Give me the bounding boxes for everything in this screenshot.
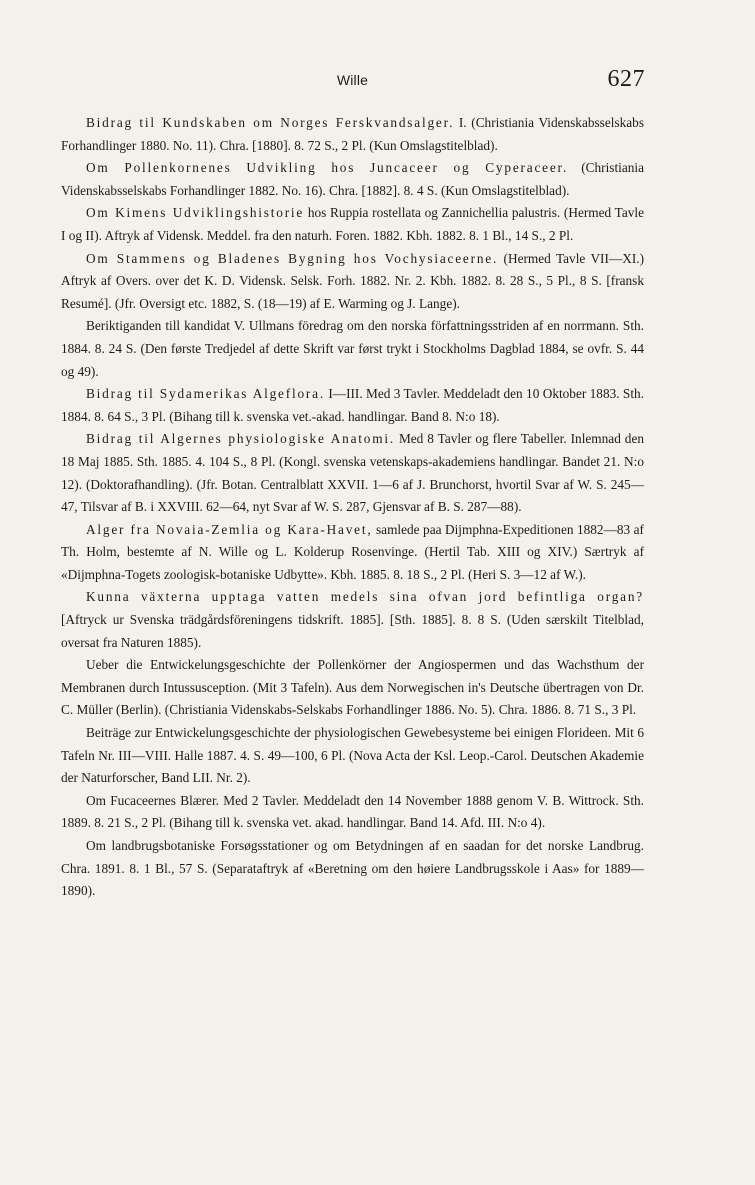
page-number: 627 [607,66,645,92]
bibliography-entry [61,202,644,247]
entry-details: I—III. Med 3 Tavler. Meddeladt den 10 Oktober 1883. Sth. 1884. 8. 64 S., 3 Pl. (Bihang till k. svenska vet.-akad. handlingar. Band 8. N:o 18). [61,386,644,424]
entry-title: Om Stammens og Bladenes Bygning hos Vochysiaceerne. [86,250,499,266]
entry-details: hos Ruppia rostellata og Zannichellia palustris. (Hermed Tavle I og II). Aftryk af Vidensk. Meddel. fra den naturh. Foren. 1882. Kbh. 1882. 8. 1 Bl., 14 S., 2 Pl. [61,205,644,243]
entry-title: Bidrag til Algernes physiologiske Anatomi. [86,431,395,447]
bibliography-entry [61,835,644,903]
entry-details: Beiträge zur Entwickelungsgeschichte der physiologischen Gewebesysteme bei einigen Florideen. Mit 6 Tafeln Nr. III—VIII. Halle 1887. 4. S. 49—100, 6 Pl. (Nova Acta der Ksl. Leop.-Carol. Deutschen Akademie der Naturforscher, Band LII. Nr. 2). [61,725,644,786]
entry-details: samlede paa Dijmphna-Expeditionen 1882—83 af Th. Holm, bestemte af N. Wille og L. Kolderup Rosenvinge. (Hertil Tab. XIII og XIV.) Særtryk af «Dijmphna-Togets zoologisk-botaniske Udbytte». Kbh. 1885. 8. 18 S., 2 Pl. (Heri S. 3—12 af W.). [61,521,644,582]
bibliography-entry [61,157,644,202]
entry-title: Om Kimens Udviklingshistorie [86,205,305,221]
bibliography-entry [61,248,644,316]
bibliography-entry [61,519,644,587]
bibliography-entry [61,722,644,790]
running-title: Wille [336,72,369,88]
entry-details: Ueber die Entwickelungsgeschichte der Pollenkörner der Angiospermen und das Wachsthum der Membranen durch Intussusception. (Mit 3 Tafeln). Aus dem Norwegischen in's Deutsche übertragen von Dr. C. Müller (Berlin). (Christiania Videnskabs-Selskabs Forhandlinger 1886. No. 5). Chra. 1886. 8. 71 S., 3 Pl. [61,657,644,718]
entry-details: [Aftryck ur Svenska trädgårdsföreningens tidskrift. 1885]. [Sth. 1885]. 8. 8 S. (Uden særskilt Titelblad, oversat fra Naturen 1885). [61,612,644,650]
entry-details: (Hermed Tavle VII—XI.) Aftryk af Overs. over det K. D. Vidensk. Selsk. Forh. 1882. Nr. 2. Kbh. 1882. 8. 28 S., 5 Pl., 8 S. [fransk Resumé]. (Jfr. Oversigt etc. 1882, S. (18—19) af E. Warming og J. Lange). [61,250,644,311]
bibliography-list [61,112,644,903]
entry-title: Om Pollenkornenes Udvikling hos Juncaceer og Cyperaceer. [86,160,569,176]
bibliography-entry [61,790,644,835]
entry-details: I. (Christiania Videnskabsselskabs Forhandlinger 1880. No. 11). Chra. [1880]. 8. 72 S., 2 Pl. (Kun Omslagstitelblad). [61,115,645,153]
entry-title: Kunna växterna upptaga vatten medels sina ofvan jord befintliga organ? [86,589,644,605]
entry-details: (Christiania Videnskabsselskabs Forhandlinger 1882. No. 16). Chra. [1882]. 8. 4 S. (Kun Omslagstitelblad). [61,160,644,198]
entry-title: Bidrag til Kundskaben om Norges Ferskvandsalger. [86,115,455,130]
entry-title: Alger fra Novaia-Zemlia og Kara-Havet, [86,521,373,537]
entry-title: Bidrag til Sydamerikas Algeflora. [86,386,325,402]
entry-details: Beriktiganden till kandidat V. Ullmans föredrag om den norska författningsstriden af en norrmann. Sth. 1884. 8. 24 S. (Den første Tredjedel af dette Skrift var først trykt i Stockholms Dagblad 1884, se ovfr. S. 44 og 49). [61,318,644,379]
bibliography-entry [61,428,644,518]
page-header [60,66,645,96]
entry-details: Om landbrugsbotaniske Forsøgsstationer og om Betydningen af en saadan for det norske Landbrug. Chra. 1891. 8. 1 Bl., 57 S. (Separataftryk af «Beretning om den høiere Landbrugsskole i Aas» for 1889—1890). [61,838,644,899]
bibliography-entry [61,315,644,383]
bibliography-entry [61,586,644,654]
bibliography-entry [61,654,644,722]
bibliography-entry [61,383,644,428]
entry-details: Om Fucaceernes Blærer. Med 2 Tavler. Meddeladt den 14 November 1888 genom V. B. Wittrock. Sth. 1889. 8. 21 S., 2 Pl. (Bihang till k. svenska vet. akad. handlingar. Band 14. Afd. III. N:o 4). [61,792,644,831]
bibliography-entry [61,112,644,157]
entry-details: Med 8 Tavler og flere Tabeller. Inlemnad den 18 Maj 1885. Sth. 1885. 4. 104 S., 8 Pl. (Kongl. svenska vetenskaps-akademiens handlingar. Bandet 21. N:o 12). (Doktorafhandling). (Jfr. Botan. Centralblatt XXVII. 1—6 af J. Brunchorst, hvortil Svar af W. S. 245—47, Tilsvar af B. i XXVIII. 62—64, nyt Svar af W. S. 287, Gjensvar af B. S. 287—88). [61,431,644,515]
